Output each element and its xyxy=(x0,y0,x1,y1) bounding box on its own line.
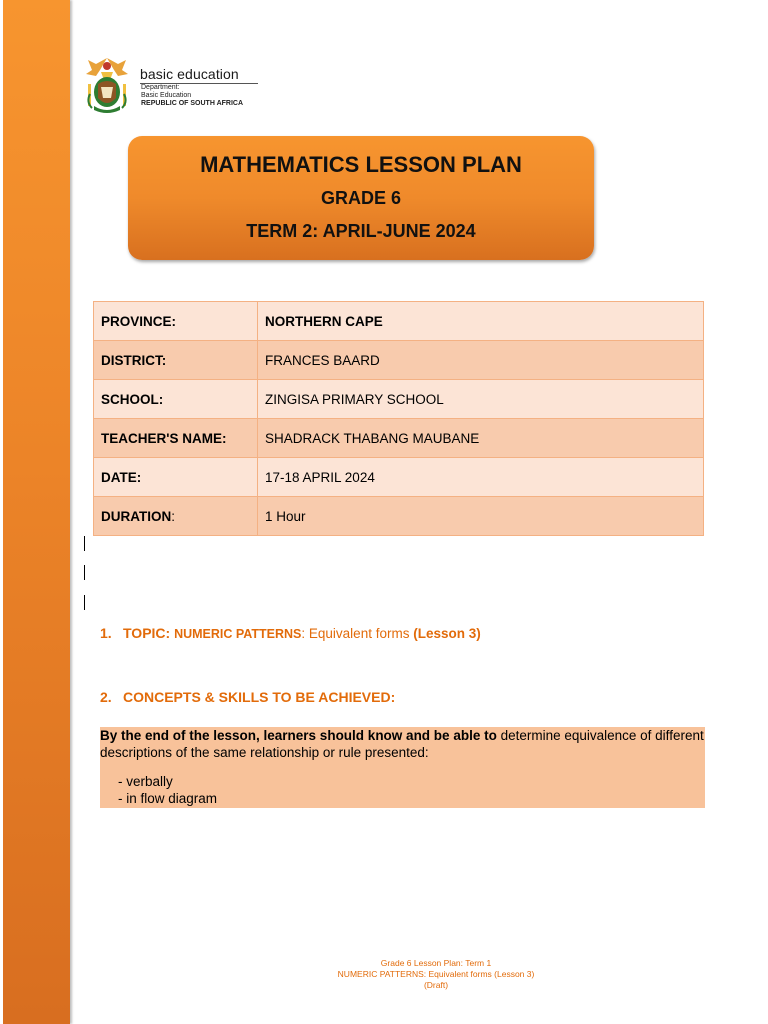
concepts-intro-text: determine equivalence of different descriptions of the same relationship or rule presented: xyxy=(100,728,704,760)
concepts-paragraph xyxy=(100,727,705,761)
topic-heading xyxy=(100,625,481,641)
table-row xyxy=(94,497,704,536)
section-number: 2. xyxy=(100,689,112,705)
duration-label-colon: : xyxy=(171,508,176,524)
page-footer xyxy=(0,958,768,991)
duration-label-text: DURATION xyxy=(101,508,172,524)
province-value: NORTHERN CAPE xyxy=(258,302,704,341)
footer-line: (Draft) xyxy=(423,980,449,990)
date-value: 17-18 APRIL 2024 xyxy=(258,458,704,497)
footer-line: NUMERIC PATTERNS: Equivalent forms (Lesson 3) xyxy=(337,969,535,979)
logo-department-name: Basic Education xyxy=(141,92,192,99)
logo-department-label: Department: xyxy=(141,84,180,91)
school-value: ZINGISA PRIMARY SCHOOL xyxy=(258,380,704,419)
department-logo xyxy=(82,54,262,116)
topic-subtitle: : Equivalent forms xyxy=(301,626,414,641)
district-label: DISTRICT: xyxy=(94,341,258,380)
duration-value: 1 Hour xyxy=(258,497,704,536)
concepts-intro-bold: By the end of the lesson, learners should know and be able to xyxy=(100,728,497,743)
teacher-name-value: SHADRACK THABANG MAUBANE xyxy=(258,419,704,458)
text-cursor-mark xyxy=(84,595,85,610)
province-label: PROVINCE: xyxy=(94,302,258,341)
list-item: - in flow diagram xyxy=(118,791,218,806)
coat-of-arms-icon xyxy=(82,54,132,116)
list-item: - verbally xyxy=(118,774,173,789)
section-number: 1. xyxy=(100,625,112,641)
logo-title: basic education xyxy=(140,66,239,82)
school-info-table xyxy=(93,301,704,536)
document-title: MATHEMATICS LESSON PLAN xyxy=(200,152,522,177)
logo-country: REPUBLIC OF SOUTH AFRICA xyxy=(141,100,244,107)
table-row xyxy=(94,419,704,458)
term-heading: TERM 2: APRIL-JUNE 2024 xyxy=(246,221,476,241)
concepts-heading xyxy=(100,689,395,705)
table-row xyxy=(94,458,704,497)
text-cursor-mark xyxy=(84,565,85,580)
topic-value: NUMERIC PATTERNS xyxy=(174,627,302,641)
teacher-name-label: TEACHER'S NAME: xyxy=(94,419,258,458)
concepts-heading-text: CONCEPTS & SKILLS TO BE ACHIEVED: xyxy=(123,689,396,705)
concepts-box xyxy=(100,727,705,808)
grade-heading: GRADE 6 xyxy=(320,188,401,208)
duration-label xyxy=(94,497,258,536)
topic-label: TOPIC: xyxy=(123,625,175,641)
footer-line: Grade 6 Lesson Plan: Term 1 xyxy=(380,958,492,968)
text-cursor-mark xyxy=(84,536,85,551)
district-value: FRANCES BAARD xyxy=(258,341,704,380)
table-row xyxy=(94,380,704,419)
concepts-list xyxy=(118,773,705,807)
decorative-side-bar xyxy=(3,0,70,1024)
table-row xyxy=(94,302,704,341)
date-label: DATE: xyxy=(94,458,258,497)
lesson-number: (Lesson 3) xyxy=(413,626,481,641)
title-banner xyxy=(128,136,594,260)
school-label: SCHOOL: xyxy=(94,380,258,419)
table-row xyxy=(94,341,704,380)
